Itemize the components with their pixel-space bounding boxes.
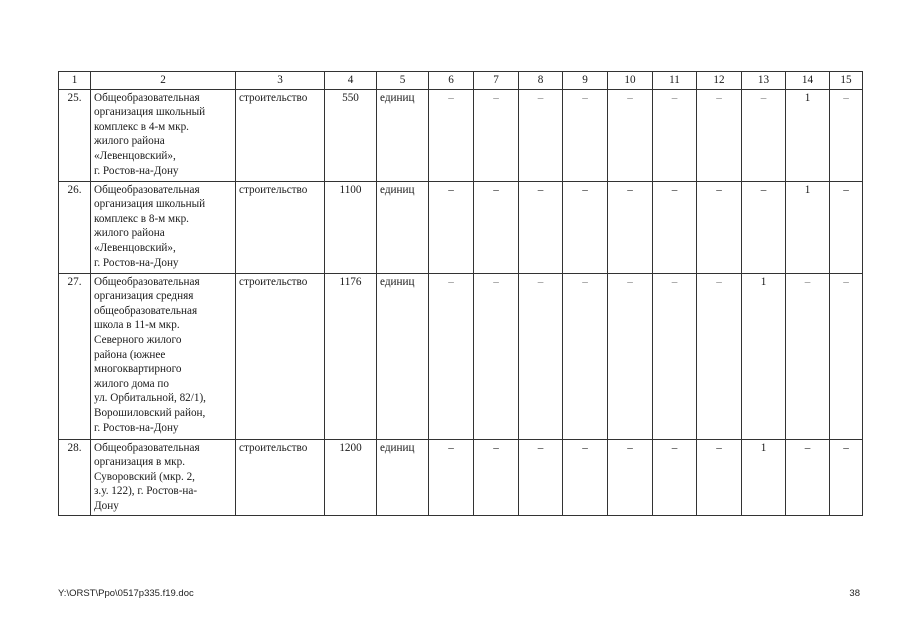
year-cell: – <box>697 273 742 439</box>
year-cell: – <box>742 89 786 181</box>
year-cell: – <box>519 181 563 273</box>
header-cell: 6 <box>429 72 474 90</box>
year-cell: – <box>429 273 474 439</box>
year-cell: – <box>653 273 697 439</box>
header-cell: 12 <box>697 72 742 90</box>
header-cell: 2 <box>91 72 236 90</box>
row-number: 27. <box>59 273 91 439</box>
year-cell: – <box>830 89 863 181</box>
capacity: 550 <box>325 89 377 181</box>
header-cell: 7 <box>474 72 519 90</box>
table-row <box>59 89 863 181</box>
activity-type: строительство <box>236 89 325 181</box>
capacity: 1176 <box>325 273 377 439</box>
object-name: Общеобразовательная организация средняя общеобразовательная школа в 11-м мкр. Северного жилого района (южнее многоквартирного жилого дома по ул. Орбитальной, 82/1), Ворошиловский район, г. Ростов-на-Дону <box>91 273 236 439</box>
header-cell: 15 <box>830 72 863 90</box>
year-cell: – <box>786 273 830 439</box>
year-cell: – <box>697 89 742 181</box>
unit: единиц <box>377 439 429 515</box>
year-cell: 1 <box>786 181 830 273</box>
year-cell: – <box>653 439 697 515</box>
unit: единиц <box>377 273 429 439</box>
row-number: 25. <box>59 89 91 181</box>
unit: единиц <box>377 89 429 181</box>
year-cell: – <box>519 439 563 515</box>
object-name: Общеобразовательная организация школьный комплекс в 4-м мкр. жилого района «Левенцовский», г. Ростов-на-Дону <box>91 89 236 181</box>
year-cell: – <box>697 181 742 273</box>
table-row <box>59 181 863 273</box>
table-row <box>59 273 863 439</box>
year-cell: – <box>429 89 474 181</box>
year-cell: – <box>563 89 608 181</box>
header-cell: 10 <box>608 72 653 90</box>
year-cell: – <box>608 273 653 439</box>
activity-type: строительство <box>236 273 325 439</box>
activity-type: строительство <box>236 439 325 515</box>
footer-file-path: Y:\ORST\Ppo\0517p335.f19.doc <box>58 588 194 599</box>
year-cell: – <box>474 439 519 515</box>
row-number: 26. <box>59 181 91 273</box>
row-number: 28. <box>59 439 91 515</box>
header-cell: 5 <box>377 72 429 90</box>
year-cell: 1 <box>742 439 786 515</box>
year-cell: – <box>697 439 742 515</box>
header-cell: 13 <box>742 72 786 90</box>
year-cell: – <box>608 439 653 515</box>
capacity: 1200 <box>325 439 377 515</box>
year-cell: – <box>519 273 563 439</box>
year-cell: – <box>830 181 863 273</box>
header-cell: 9 <box>563 72 608 90</box>
year-cell: – <box>563 439 608 515</box>
header-cell: 11 <box>653 72 697 90</box>
year-cell: – <box>563 181 608 273</box>
header-cell: 3 <box>236 72 325 90</box>
capacity: 1100 <box>325 181 377 273</box>
year-cell: – <box>429 181 474 273</box>
object-name: Общеобразовательная организация в мкр. Суворовский (мкр. 2, з.у. 122), г. Ростов-на- Дону <box>91 439 236 515</box>
year-cell: – <box>830 439 863 515</box>
year-cell: – <box>563 273 608 439</box>
year-cell: – <box>519 89 563 181</box>
year-cell: – <box>653 89 697 181</box>
header-cell: 14 <box>786 72 830 90</box>
object-name: Общеобразовательная организация школьный комплекс в 8-м мкр. жилого района «Левенцовский», г. Ростов-на-Дону <box>91 181 236 273</box>
table-row <box>59 439 863 515</box>
year-cell: – <box>653 181 697 273</box>
year-cell: – <box>786 439 830 515</box>
year-cell: – <box>742 181 786 273</box>
year-cell: – <box>474 273 519 439</box>
data-table <box>58 71 863 516</box>
year-cell: – <box>474 89 519 181</box>
header-cell: 8 <box>519 72 563 90</box>
unit: единиц <box>377 181 429 273</box>
header-row <box>59 72 863 90</box>
year-cell: – <box>830 273 863 439</box>
activity-type: строительство <box>236 181 325 273</box>
year-cell: – <box>608 181 653 273</box>
header-cell: 1 <box>59 72 91 90</box>
footer-page-number: 38 <box>849 588 860 599</box>
year-cell: – <box>608 89 653 181</box>
year-cell: 1 <box>786 89 830 181</box>
year-cell: 1 <box>742 273 786 439</box>
year-cell: – <box>474 181 519 273</box>
header-cell: 4 <box>325 72 377 90</box>
year-cell: – <box>429 439 474 515</box>
